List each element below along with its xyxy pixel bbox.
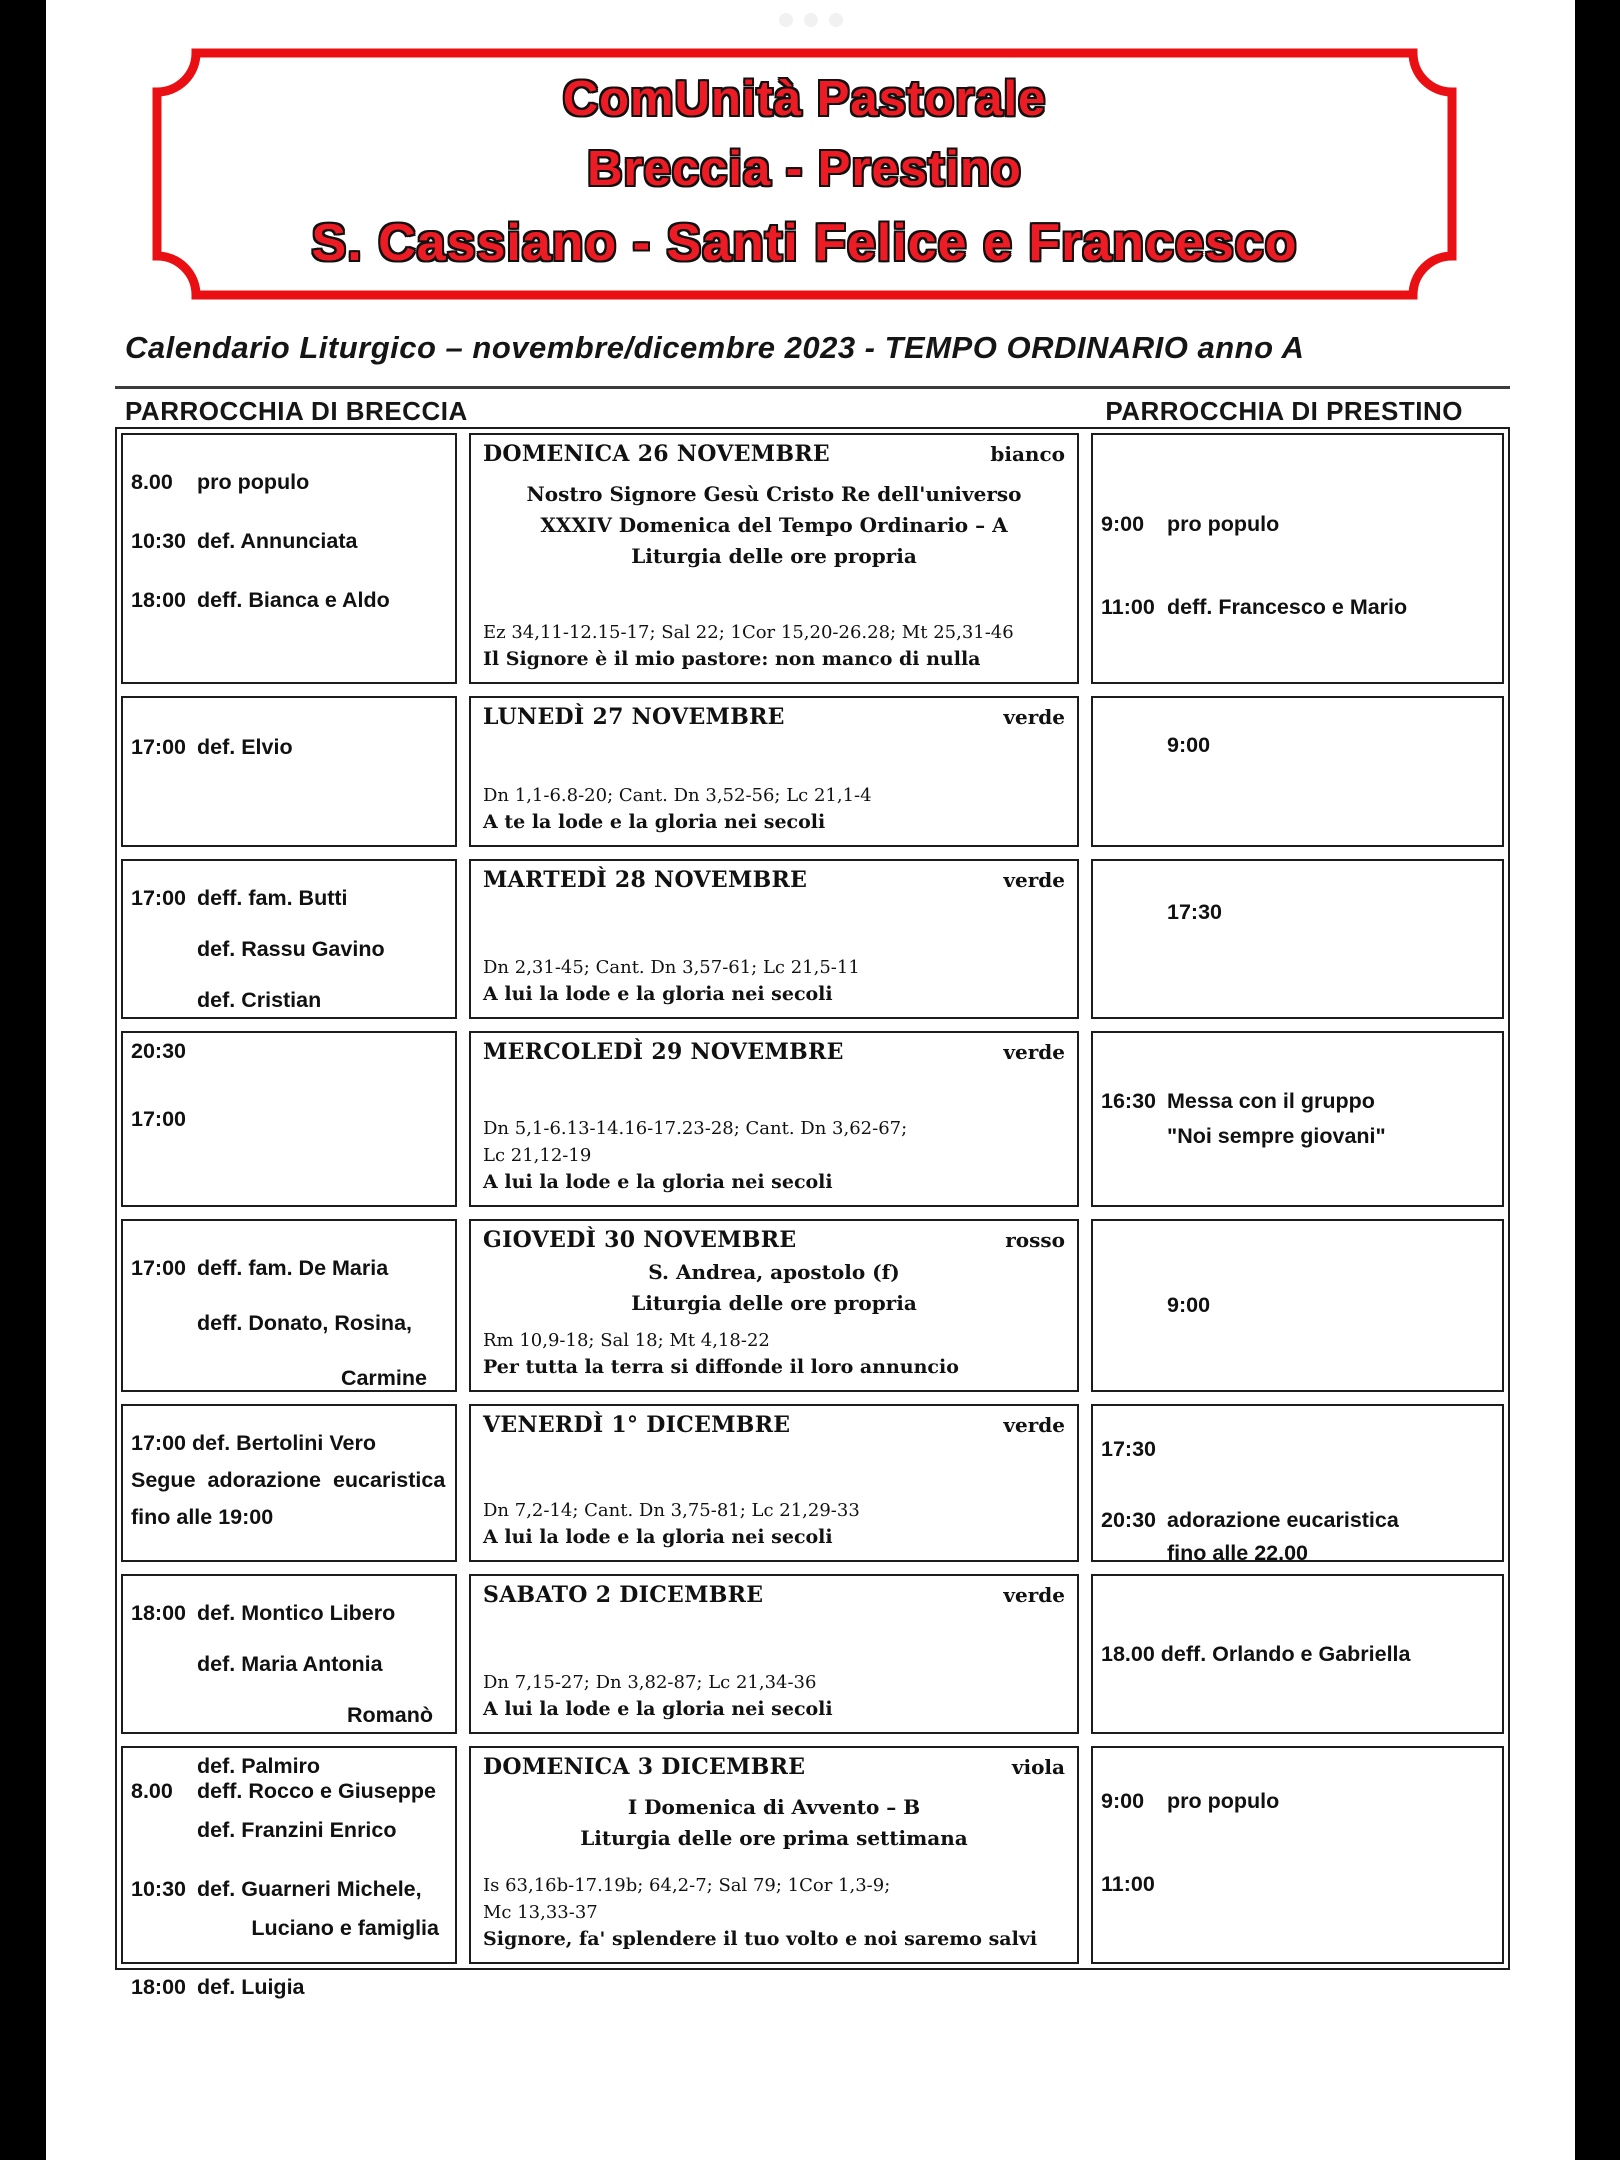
feast-line: I Domenica di Avvento – B: [627, 1795, 921, 1819]
mass-time: 18:00: [131, 1974, 186, 1999]
mass-entry: [1101, 594, 1494, 621]
liturgical-color: verde: [1003, 868, 1065, 892]
psalm-response: A te la lode e la gloria nei secoli: [483, 811, 826, 834]
prestino-cell-gio30: [1091, 1219, 1504, 1392]
feast-line: XXXIV Domenica del Tempo Ordinario – A: [540, 513, 1008, 537]
day-cell-ven1: [469, 1404, 1079, 1562]
mass-entry: [131, 1430, 447, 1457]
mass-intention: def. Rassu Gavino: [197, 936, 385, 961]
readings: Dn 2,31-45; Cant. Dn 3,57-61; Lc 21,5-11: [483, 957, 860, 979]
mass-entry: [131, 1915, 447, 1942]
readings: Dn 5,1-6.13-14.16-17.23-28; Cant. Dn 3,62-67;: [483, 1118, 908, 1140]
mass-note: [131, 1504, 447, 1531]
mass-time: 10:30: [131, 1876, 186, 1901]
mass-entry: [131, 936, 447, 963]
prestino-cell-lun27: [1091, 696, 1504, 847]
mass-time: 17:30: [1101, 1437, 1156, 1461]
mass-entry: [131, 1702, 447, 1729]
prestino-cell-dom3: [1091, 1746, 1504, 1964]
readings: Mc 13,33-37: [483, 1902, 598, 1924]
mass-time: 17:00: [131, 735, 186, 759]
breccia-cell-dom3: [121, 1746, 457, 1999]
mass-time: 11:00: [1101, 594, 1155, 619]
mass-entry: [131, 734, 447, 761]
mass-entry: [1101, 511, 1494, 538]
breccia-cell-lun27: [121, 696, 457, 847]
mass-intention: fino alle 19:00: [131, 1504, 274, 1529]
breccia-cell-mar28: [121, 859, 457, 1063]
breccia-cell-mer29: [121, 1031, 457, 1207]
psalm-response: Per tutta la terra si diffonde il loro annuncio: [483, 1356, 959, 1379]
mass-intention: fino alle 22.00: [1167, 1540, 1309, 1565]
mass-entry: [131, 1778, 447, 1805]
psalm-response: A lui la lode e la gloria nei secoli: [483, 1171, 833, 1194]
prestino-cell-mer29: [1091, 1031, 1504, 1207]
feast-line: Liturgia delle ore propria: [631, 1291, 917, 1315]
prestino-cell-dom26: [1091, 433, 1504, 684]
mass-intention: deff. Francesco e Mario: [1167, 594, 1408, 619]
mass-intention: def. Elvio: [197, 735, 293, 759]
mass-entry: [1101, 1507, 1494, 1534]
mass-entry: [1101, 1871, 1494, 1898]
day-title: GIOVEDÌ 30 NOVEMBRE: [483, 1227, 797, 1253]
mass-entry: [1101, 1788, 1494, 1815]
mass-note: [131, 1467, 447, 1494]
breccia-cell-ven1: [121, 1404, 457, 1562]
mass-intention: def. Guarneri Michele,: [197, 1876, 422, 1901]
mass-intention: Luciano e famiglia: [251, 1915, 439, 1940]
readings: Rm 10,9-18; Sal 18; Mt 4,18-22: [483, 1330, 770, 1352]
mass-intention: def. Maria Antonia: [197, 1651, 383, 1676]
feast-line: Nostro Signore Gesù Cristo Re dell'universo: [526, 482, 1022, 506]
mass-time: 9:00: [1167, 1293, 1211, 1318]
prestino-cell-ven1: [1091, 1404, 1504, 1565]
mass-intention: def. Montico Libero: [197, 1601, 396, 1625]
mass-time: [131, 936, 197, 963]
mass-intention: pro populo: [1167, 1789, 1280, 1813]
mass-entry: [131, 1817, 447, 1844]
mass-time: 10:30: [131, 528, 186, 553]
dot-icon: [829, 13, 843, 27]
psalm-response: A lui la lode e la gloria nei secoli: [483, 1526, 833, 1549]
mass-time: 17:00: [131, 886, 186, 910]
mass-time: 17:00: [131, 1431, 186, 1455]
mass-time: [131, 987, 197, 1014]
mass-time: 8.00: [131, 1779, 173, 1803]
liturgical-color: verde: [1003, 1413, 1065, 1437]
mass-time: 9:00: [1101, 1789, 1145, 1813]
day-title: MARTEDÌ 28 NOVEMBRE: [483, 867, 808, 893]
breccia-cell-dom26: [121, 433, 457, 684]
prestino-cell-mar28: [1091, 859, 1504, 1019]
mass-intention: pro populo: [197, 470, 310, 494]
liturgical-color: verde: [1003, 705, 1065, 729]
day-cell-lun27: [469, 696, 1079, 847]
calendar-subtitle: Calendario Liturgico – novembre/dicembre 2023 - TEMPO ORDINARIO anno A: [125, 330, 1305, 365]
day-title: DOMENICA 26 NOVEMBRE: [483, 441, 830, 467]
mass-intention: Carmine: [340, 1365, 427, 1390]
readings: Lc 21,12-19: [483, 1145, 592, 1167]
mass-intention: deff. fam. De Maria: [197, 1256, 389, 1280]
day-title: MERCOLEDÌ 29 NOVEMBRE: [483, 1039, 844, 1065]
feast-line: Liturgia delle ore prima settimana: [580, 1826, 968, 1850]
mass-time: [131, 1817, 197, 1844]
mass-time: 9:00: [1167, 733, 1211, 757]
psalm-response: A lui la lode e la gloria nei secoli: [483, 1698, 833, 1721]
prestino-cell-sab2: [1091, 1574, 1504, 1734]
mass-intention: deff. Bianca e Aldo: [197, 587, 390, 612]
mass-entry: [131, 587, 447, 614]
psalm-response: Signore, fa' splendere il tuo volto e noi saremo salvi: [483, 1928, 1038, 1951]
mass-entry: [131, 1255, 447, 1282]
mass-entry: [1101, 732, 1494, 759]
mass-entry: [1101, 1123, 1494, 1150]
psalm-response: A lui la lode e la gloria nei secoli: [483, 983, 833, 1006]
day-title: LUNEDÌ 27 NOVEMBRE: [483, 704, 785, 730]
liturgical-color: bianco: [990, 442, 1065, 466]
mass-time: 17:30: [1167, 900, 1222, 924]
divider-line: [115, 386, 1510, 389]
mass-intention: deff. Orlando e Gabriella: [1160, 1641, 1411, 1666]
drag-handle-dots[interactable]: [46, 13, 1575, 27]
community-title-line3: S. Cassiano - Santi Felice e Francesco: [311, 214, 1298, 272]
mass-time: [131, 1651, 197, 1678]
mass-entry: [131, 1876, 447, 1903]
mass-intention: def. Bertolini Vero: [191, 1431, 376, 1455]
mass-time: 18:00: [131, 587, 186, 612]
liturgical-color: verde: [1003, 1583, 1065, 1607]
community-title-line2: Breccia - Prestino: [587, 142, 1022, 196]
day-cell-gio30: [469, 1219, 1079, 1392]
mass-entry: [131, 987, 447, 1014]
mass-intention: Messa con il gruppo: [1167, 1089, 1375, 1114]
mass-entry: [131, 1600, 447, 1627]
mass-intention: def. Annunciata: [197, 528, 358, 553]
mass-entry: [131, 1365, 447, 1392]
community-title-line1: ComUnità Pastorale: [562, 72, 1047, 126]
mass-time: [131, 1310, 197, 1337]
mass-entry: [131, 528, 447, 555]
feast-line: Liturgia delle ore propria: [631, 544, 917, 568]
document-page: [46, 0, 1575, 2160]
mass-entry: [131, 469, 447, 496]
mass-time: 17:00: [131, 1256, 186, 1280]
readings: Is 63,16b-17.19b; 64,2-7; Sal 79; 1Cor 1,3-9;: [483, 1875, 891, 1897]
mass-time: 9:00: [1101, 512, 1145, 536]
mass-time: 8.00: [131, 470, 173, 494]
title-plaque: [152, 48, 1457, 300]
liturgical-color: rosso: [1005, 1228, 1065, 1252]
mass-intention: deff. fam. Butti: [197, 886, 348, 910]
mass-entry: [1101, 1292, 1494, 1319]
mass-intention: "Noi sempre giovani": [1167, 1124, 1386, 1148]
day-title: VENERDÌ 1° DICEMBRE: [483, 1412, 791, 1438]
mass-time: 18.00: [1101, 1641, 1155, 1666]
mass-intention: def. Luigia: [197, 1974, 305, 1999]
mass-intention: def. Cristian: [197, 987, 322, 1012]
readings: Dn 7,15-27; Dn 3,82-87; Lc 21,34-36: [483, 1672, 817, 1694]
day-cell-mer29: [469, 1031, 1079, 1207]
mass-entry: [131, 1974, 447, 2001]
parish-header-breccia: PARROCCHIA DI BRECCIA: [125, 396, 468, 426]
mass-intention: Romanò: [347, 1702, 433, 1727]
mass-intention: deff. Rocco e Giuseppe: [197, 1779, 436, 1803]
mass-time: 11:00: [1101, 1871, 1155, 1896]
mass-entry: [131, 1310, 447, 1337]
dot-icon: [804, 13, 818, 27]
mass-time: 20:30: [131, 1038, 186, 1063]
mass-intention: pro populo: [1167, 512, 1280, 536]
breccia-cell-gio30: [121, 1219, 457, 1392]
day-cell-dom26: [469, 433, 1079, 684]
breccia-cell-sab2: [121, 1574, 457, 1778]
mass-entry: [1101, 1436, 1494, 1463]
liturgical-color: verde: [1003, 1040, 1065, 1064]
mass-time: 17:00: [131, 1106, 186, 1131]
mass-intention: deff. Donato, Rosina,: [197, 1310, 412, 1335]
mass-intention: def. Palmiro: [197, 1753, 321, 1778]
liturgical-calendar-table: [115, 427, 1510, 1999]
liturgical-color: viola: [1011, 1755, 1065, 1779]
mass-intention: Segue adorazione eucaristica: [131, 1467, 446, 1492]
mass-entry: [1101, 1088, 1494, 1115]
day-cell-mar28: [469, 859, 1079, 1019]
mass-intention: def. Franzini Enrico: [197, 1817, 397, 1842]
parish-header-prestino: PARROCCHIA DI PRESTINO: [1105, 396, 1463, 426]
readings: Ez 34,11-12.15-17; Sal 22; 1Cor 15,20-26.28; Mt 25,31-46: [483, 622, 1014, 644]
mass-entry: [1101, 1641, 1494, 1668]
readings: Dn 7,2-14; Cant. Dn 3,75-81; Lc 21,29-33: [483, 1500, 860, 1522]
mass-time: 20:30: [1101, 1507, 1156, 1532]
day-cell-sab2: [469, 1574, 1079, 1734]
day-cell-dom3: [469, 1746, 1079, 1964]
feast-line: S. Andrea, apostolo (f): [648, 1260, 900, 1284]
mass-entry: [131, 1106, 447, 1133]
mass-entry: [131, 885, 447, 912]
mass-intention: adorazione eucaristica: [1167, 1507, 1399, 1532]
mass-entry: [131, 1651, 447, 1678]
mass-time: 16:30: [1101, 1089, 1156, 1114]
parish-headers: [125, 396, 1463, 427]
mass-entry: [1101, 899, 1494, 926]
mass-time: 18:00: [131, 1601, 186, 1625]
day-title: DOMENICA 3 DICEMBRE: [483, 1754, 806, 1780]
psalm-response: Il Signore è il mio pastore: non manco di nulla: [483, 648, 981, 671]
readings: Dn 1,1-6.8-20; Cant. Dn 3,52-56; Lc 21,1-4: [483, 785, 872, 807]
mass-note: [1101, 1540, 1494, 1567]
day-title: SABATO 2 DICEMBRE: [483, 1582, 764, 1608]
dot-icon: [779, 13, 793, 27]
